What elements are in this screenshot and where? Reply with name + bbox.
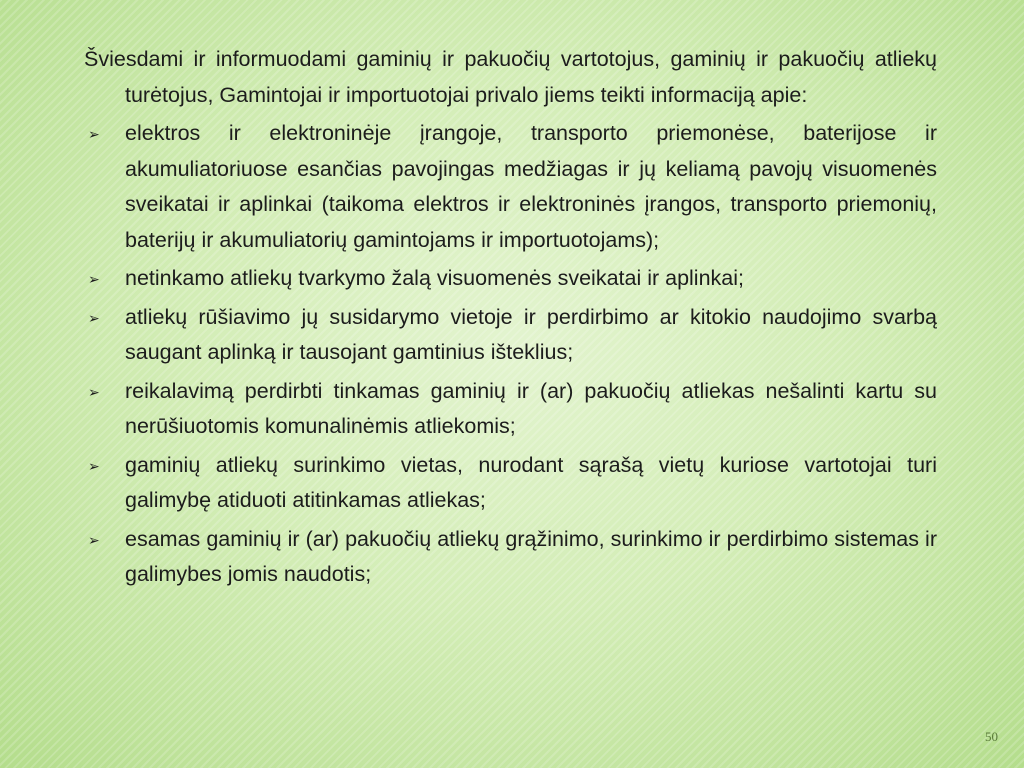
slide-page-number: 50 — [985, 729, 998, 744]
bullet-text: esamas gaminių ir (ar) pakuočių atliekų grąžinimo, surinkimo ir perdirbimo sistemas ir galimybes jomis naudotis; — [125, 526, 937, 586]
bullet-item — [84, 261, 937, 297]
slide-content — [84, 42, 937, 593]
bullet-list — [84, 116, 937, 593]
bullet-item — [84, 374, 937, 445]
bullet-text: atliekų rūšiavimo jų susidarymo vietoje ir perdirbimo ar kitokio naudojimo svarbą saugant aplinką ir tausojant gamtinius išteklius; — [125, 304, 937, 364]
bullet-item — [84, 448, 937, 519]
bullet-item — [84, 300, 937, 371]
bullet-text: elektros ir elektroninėje įrangoje, transporto priemonėse, baterijose ir akumuliatoriuose esančias pavojingas medžiagas ir jų keliamą pavojų visuomenės sveikatai ir aplinkai (taikoma elektros ir elektroninės įrangos, transporto priemonių, baterijų ir akumuliatorių gamintojams ir importuotojams); — [125, 121, 937, 252]
arrow-bullet-icon: ➢ — [88, 126, 100, 142]
bullet-text: gaminių atliekų surinkimo vietas, nurodant sąrašą vietų kuriose vartotojai turi galimybę atiduoti atitinkamas atliekas; — [125, 452, 937, 512]
arrow-bullet-icon: ➢ — [88, 531, 100, 548]
arrow-bullet-icon: ➢ — [88, 309, 100, 326]
bullet-text: reikalavimą perdirbti tinkamas gaminių ir (ar) pakuočių atliekas nešalinti kartu su nerūšiuotomis komunalinėmis atliekomis; — [125, 378, 937, 438]
bullet-item — [84, 522, 937, 593]
intro-paragraph: Šviesdami ir informuodami gaminių ir pakuočių vartotojus, gaminių ir pakuočių atliekų turėtojus, Gamintojai ir importuotojai privalo jiems teikti informaciją apie: — [84, 47, 937, 107]
arrow-bullet-icon: ➢ — [88, 271, 100, 287]
bullet-text: netinkamo atliekų tvarkymo žalą visuomenės sveikatai ir aplinkai; — [125, 266, 744, 290]
arrow-bullet-icon: ➢ — [88, 383, 100, 400]
arrow-bullet-icon: ➢ — [88, 457, 100, 474]
bullet-item — [84, 116, 937, 258]
